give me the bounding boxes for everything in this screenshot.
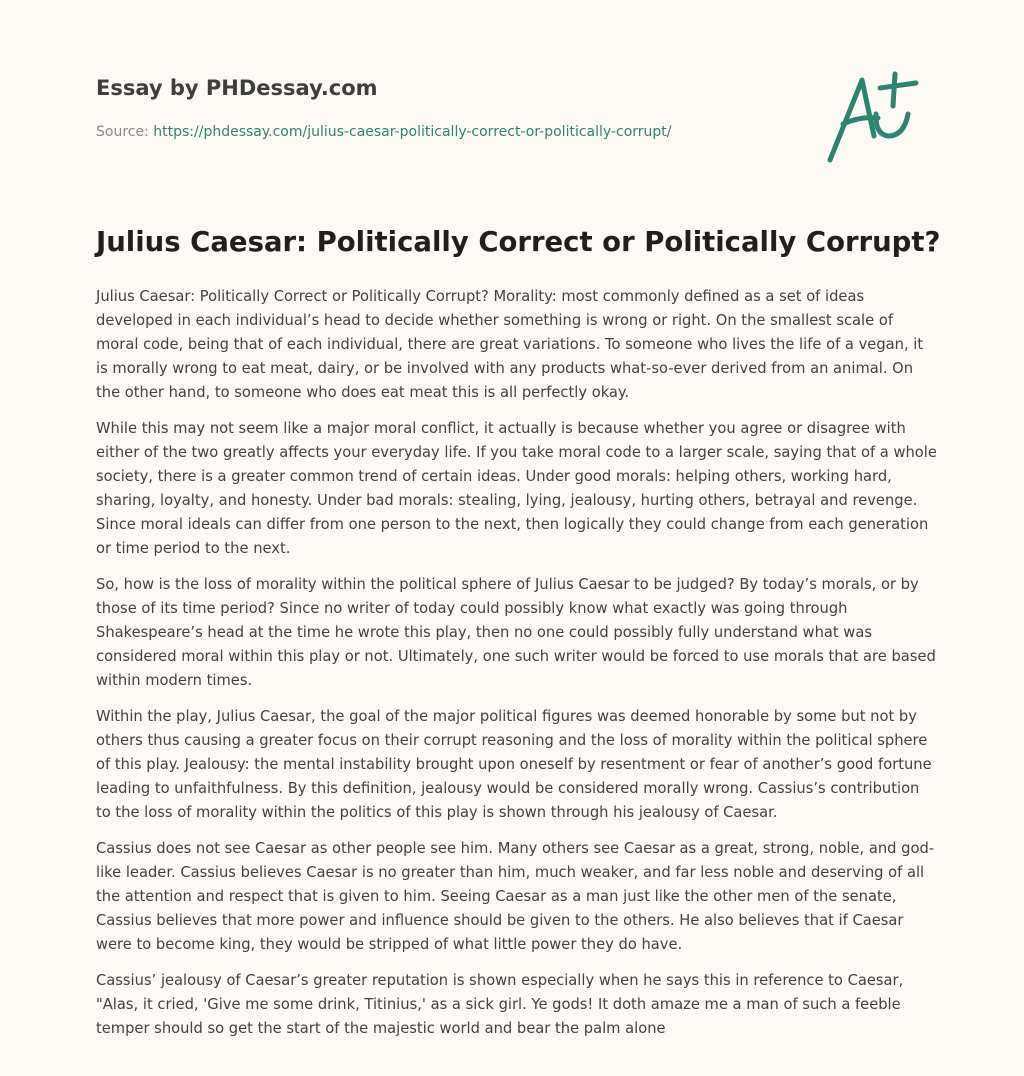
site-brand: Essay by PHDessay.com (96, 76, 378, 100)
a-plus-grade-icon (820, 66, 930, 166)
essay-paragraph: So, how is the loss of morality within the political sphere of Julius Caesar to be judged? By today’s morals, or by those of its time period? Since no writer of today could possibly know what exactly was going through Shakespeare’s head at the time he wrote this play, then no one could possibly fully understand what was considered moral within this play or not. Ultimately, one such writer would be forced to use morals that are based within modern times. (96, 576, 936, 689)
essay-paragraph: Julius Caesar: Politically Correct or Politically Corrupt? Morality: most commonly defined as a set of ideas developed in each individual’s head to decide whether something is wrong or right. On the smallest scale of moral code, being that of each individual, there are great variations. To someone who lives the life of a vegan, it is morally wrong to eat meat, dairy, or be involved with any products what-so-ever derived from an animal. On the other hand, to someone who does eat meat this is all perfectly okay. (96, 288, 924, 401)
essay-paragraph: Within the play, Julius Caesar, the goal of the major political figures was deemed honorable by some but not by others thus causing a greater focus on their corrupt reasoning and the loss of morality within the political sphere of this play. Jealousy: the mental instability brought upon oneself by resentment or fear of another’s good fortune leading to unfaithfulness. By this definition, jealousy would be considered morally wrong. Cassius’s contribution to the loss of morality within the politics of this play is shown through his jealousy of Caesar. (96, 708, 932, 821)
source-line (96, 124, 671, 140)
essay-paragraph: Cassius’ jealousy of Caesar’s greater reputation is shown especially when he says this in reference to Caesar, "Alas, it cried, 'Give me some drink, Titinius,' as a sick girl. Ye gods! It doth amaze me a man of such a feeble temper should so get the start of the majestic world and bear the palm alone (96, 972, 904, 1037)
source-link[interactable]: https://phdessay.com/julius-caesar-politically-correct-or-politically-corrupt/ (153, 124, 672, 140)
essay-paragraph: While this may not seem like a major moral conflict, it actually is because whether you agree or disagree with either of the two greatly affects your everyday life. If you take moral code to a larger scale, saying that of a whole society, there is a greater common trend of certain ideas. Under good morals: helping others, working hard, sharing, loyalty, and honesty. Under bad morals: stealing, lying, jealousy, hurting others, betrayal and revenge. Since moral ideals can differ from one person to the next, then logically they could change from each generation or time period to the next. (96, 420, 937, 557)
source-label: Source: (96, 124, 154, 140)
essay-paragraph: Cassius does not see Caesar as other people see him. Many others see Caesar as a great, strong, noble, and god-like leader. Cassius believes Caesar is no greater than him, much weaker, and far less noble and deserving of all the attention and respect that is given to him. Seeing Caesar as a man just like the other men of the senate, Cassius believes that more power and influence should be given to the others. He also believes that if Caesar were to become king, they would be stripped of what little power they do have. (96, 840, 935, 953)
essay-body (96, 285, 938, 1053)
essay-title: Julius Caesar: Politically Correct or Politically Corrupt? (96, 226, 941, 258)
